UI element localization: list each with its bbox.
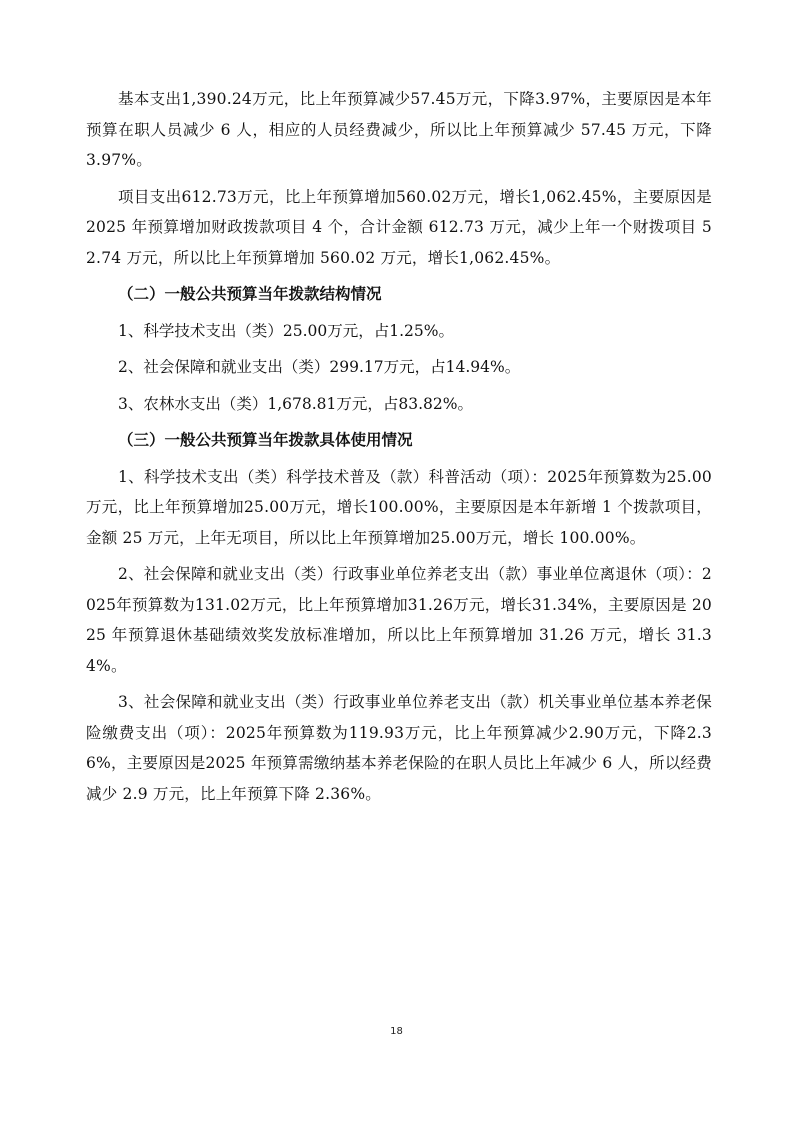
paragraph-basic-expenditure: 基本支出1,390.24万元，比上年预算减少57.45万元，下降3.97%，主要原因是本年预算在职人员减少 6 人，相应的人员经费减少，所以比上年预算减少 57.45 万元，下降 3.97%。: [86, 90, 712, 169]
paragraph-retirement: 2、社会保障和就业支出（类）行政事业单位养老支出（款）事业单位离退休（项）：2025年预算数为131.02万元，比上年预算增加31.26万元，增长31.34%，主要原因是 2025 年预算退休基础绩效奖发放标准增加，所以比上年预算增加 31.26 万元，增长 31.34%。: [86, 565, 712, 675]
list-item-science-technology: 1、科学技术支出（类）25.00万元，占1.25%。: [118, 321, 454, 340]
paragraph-project-expenditure: 项目支出612.73万元，比上年预算增加560.02万元，增长1,062.45%，主要原因是2025 年预算增加财政拨款项目 4 个，合计金额 612.73 万元，减少上年一个财拨项目 52.74 万元，所以比上年预算增加 560.02 万元，增长1,062.45%。: [86, 187, 712, 267]
list-item-social-security: 2、社会保障和就业支出（类）299.17万元，占14.94%。: [118, 358, 521, 376]
section-heading-appropriation-usage: （三）一般公共预算当年拨款具体使用情况: [118, 431, 413, 449]
page-number: 18: [390, 1026, 403, 1037]
paragraph-pension-insurance: 3、社会保障和就业支出（类）行政事业单位养老支出（款）机关事业单位基本养老保险缴费支出（项）：2025年预算数为119.93万元，比上年预算减少2.90万元，下降2.36%，主要原因是2025 年预算需缴纳基本养老保险的在职人员比上年减少 6 人，所以经费减少 2.9 万元，比上年预算下降 2.36%。: [86, 693, 712, 803]
paragraph-science-popularization: 1、科学技术支出（类）科学技术普及（款）科普活动（项）：2025年预算数为25.00万元，比上年预算增加25.00万元，增长100.00%，主要原因是本年新增 1 个拨款项目，金额 25 万元，上年无项目，所以比上年预算增加25.00万元，增长 100.00%。: [86, 467, 712, 547]
document-body: [86, 84, 712, 815]
section-heading-appropriation-structure: （二）一般公共预算当年拨款结构情况: [118, 285, 382, 303]
list-item-agriculture-water: 3、农林水支出（类）1,678.81万元，占83.82%。: [118, 394, 473, 413]
